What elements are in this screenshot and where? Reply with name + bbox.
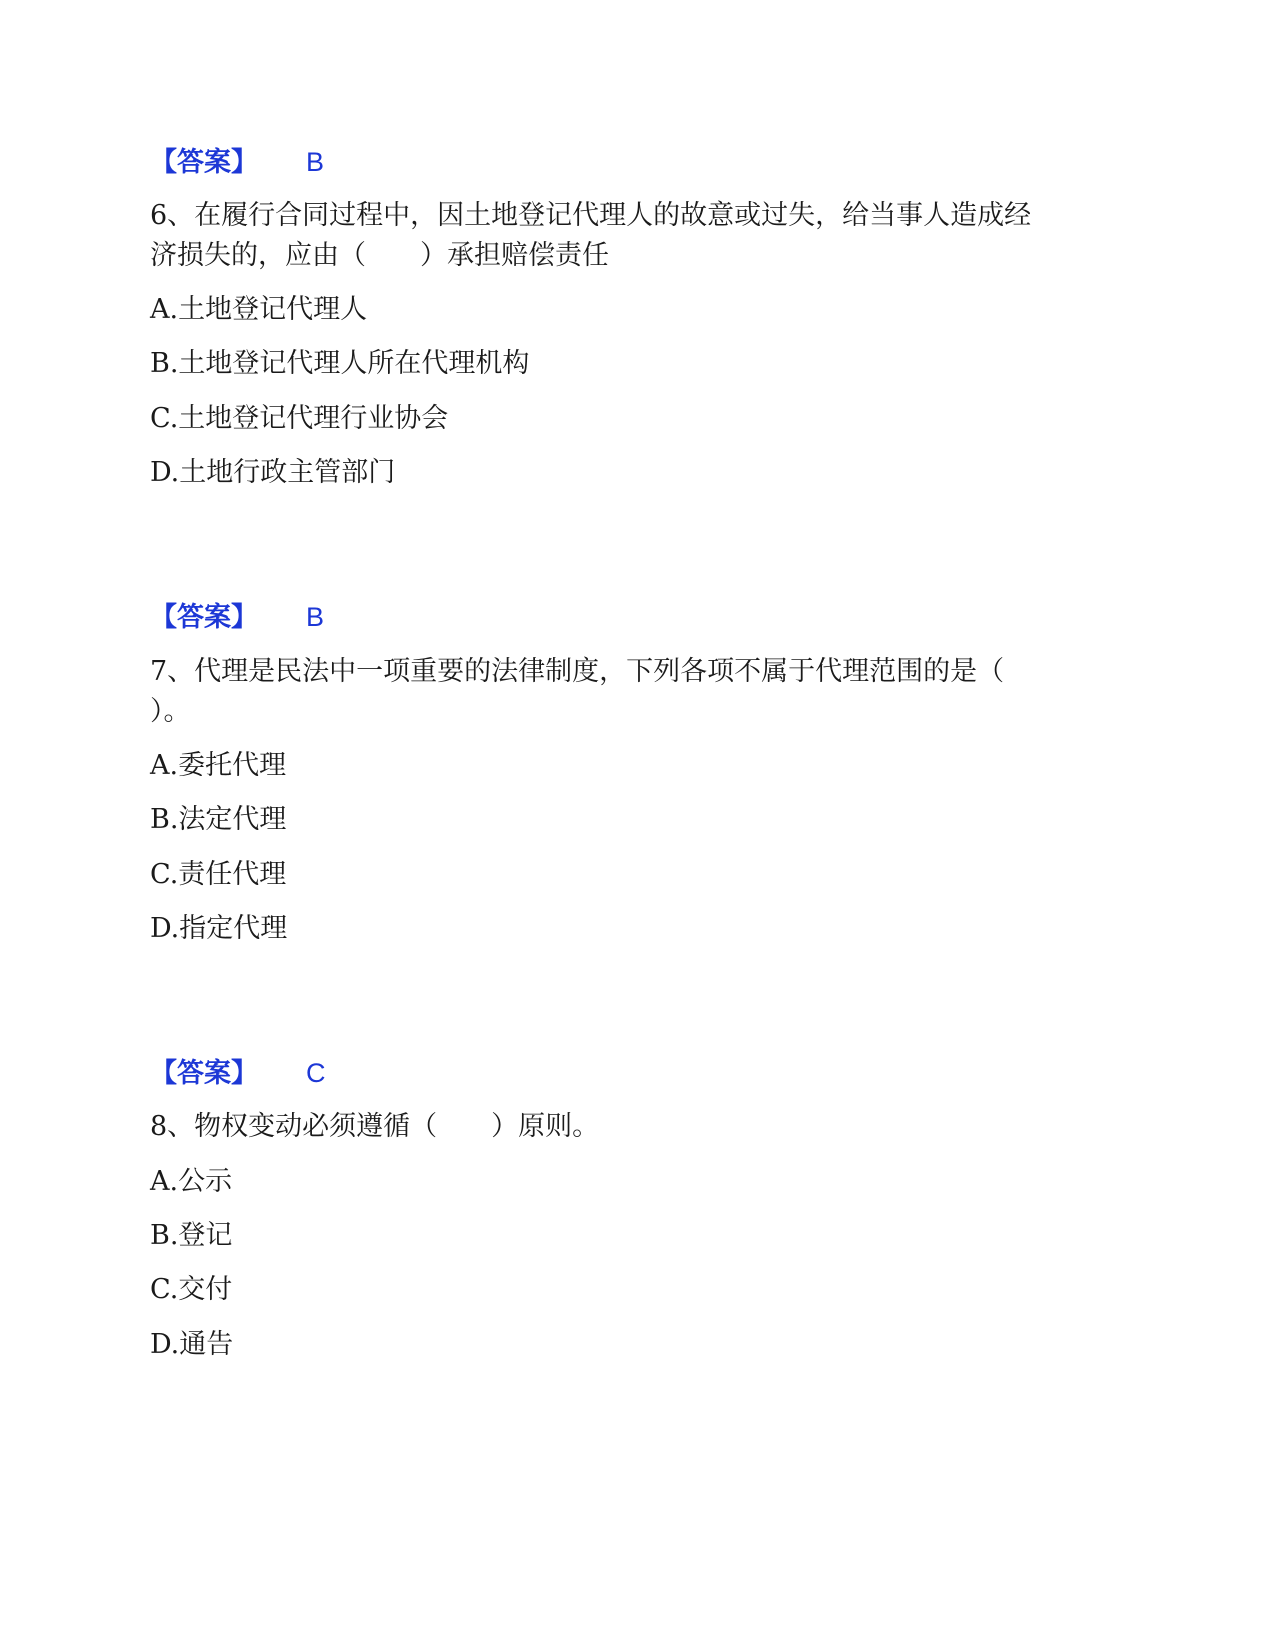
answer-line: [150, 142, 324, 183]
option-d: D.土地行政主管部门: [150, 457, 396, 488]
question-text: ）。: [150, 696, 191, 727]
option-d: D.通告: [150, 1329, 234, 1360]
option-b: B.法定代理: [150, 804, 287, 835]
answer-value: B: [306, 602, 325, 632]
answer-label: 【答案】: [150, 147, 258, 178]
option-c: C.交付: [150, 1274, 233, 1305]
answer-label: 【答案】: [150, 1058, 258, 1089]
option-c: C.责任代理: [150, 859, 287, 890]
question-text: 济损失的，应由（ ）承担赔偿责任: [150, 240, 609, 271]
option-b: B.土地登记代理人所在代理机构: [150, 348, 530, 379]
option-a: A.土地登记代理人: [150, 294, 368, 325]
option-d: D.指定代理: [150, 913, 288, 944]
question-text: 6、在履行合同过程中，因土地登记代理人的故意或过失，给当事人造成经: [150, 200, 1032, 231]
answer-label: 【答案】: [150, 602, 258, 633]
answer-line: [150, 597, 324, 638]
option-b: B.登记: [150, 1220, 233, 1251]
answer-value: B: [306, 147, 325, 177]
answer-line: [150, 1053, 326, 1094]
question-text: 7、代理是民法中一项重要的法律制度，下列各项不属于代理范围的是（: [150, 656, 1005, 687]
question-text: 8、物权变动必须遵循（ ）原则。: [150, 1111, 600, 1142]
answer-value: C: [306, 1058, 326, 1088]
option-c: C.土地登记代理行业协会: [150, 403, 449, 434]
option-a: A.公示: [150, 1166, 233, 1197]
option-a: A.委托代理: [150, 750, 287, 781]
